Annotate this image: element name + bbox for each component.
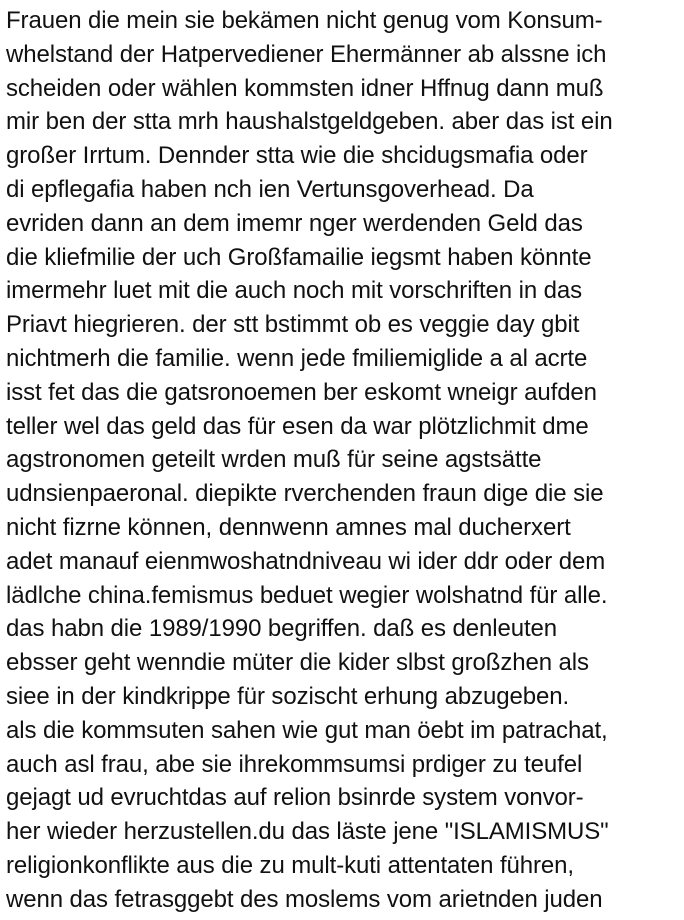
text-line: großer Irrtum. Dennder stta wie die shcidugsmafia oder [6,142,588,170]
text-line: adet manauf eienmwoshatndniveau wi ider ddr oder dem [6,547,606,575]
text-line: das habn die 1989/1990 begriffen. daß es denleuten [6,615,558,643]
text-line: udnsienpaeronal. diepikte rverchenden fraun dige die sie [6,480,604,508]
text-line: di epflegafia haben nch ien Vertunsgoverhead. Da [6,175,534,203]
text-line: Frauen die mein sie bekämen nicht genug vom Konsum- [6,7,603,34]
text-line: her wieder herzustellen.du das läste jene "ISLAMISMUS" [6,818,609,846]
text-line: auch asl frau, abe sie ihrekommsumsi prdiger zu teufel [6,750,583,778]
text-line: als die kommsuten sahen wie gut man öebt im patrachat, [6,716,608,744]
text-line: lädlche china.femismus beduet wegier wolshatnd für alle. [6,581,608,609]
text-line: evriden dann an dem imemr nger werdenden Geld das [6,209,583,237]
text-line: siee in der kindkrippe für sozischt erhung abzugeben. [6,682,570,710]
text-line: Priavt hiegrieren. der stt bstimmt ob es veggie day gbit [6,311,580,339]
text-line: teller wel das geld das für esen da war plötzlichmit dme [6,412,589,440]
text-line: religionkonflikte aus die zu mult-kuti attentaten führen, [6,851,574,879]
text-line: nicht fizrne können, dennwenn amnes mal ducherxert [6,513,571,541]
document-body [6,4,682,917]
text-line: ebsser geht wenndie müter die kider slbst großzhen als [6,649,589,677]
text-line: scheiden oder wählen kommsten idner Hffnug dann muß [6,74,604,102]
text-line: imermehr luet mit die auch noch mit vorschriften in das [6,277,583,305]
text-line: nichtmerh die familie. wenn jede fmiliemiglide a al acrte [6,344,588,372]
text-line: mir ben der stta mrh haushalstgeldgeben. aber das ist ein [6,108,613,136]
text-line: agstronomen geteilt wrden muß für seine agstsätte [6,446,542,474]
text-line: die kliefmilie der uch Großfamailie iegsmt haben könnte [6,243,592,271]
text-line: wenn das fetrasggebt des moslems vom arietnden juden [6,885,603,913]
text-line: whelstand der Hatpervediener Ehermänner ab alssne ich [6,40,607,68]
text-line: gejagt ud evruchtdas auf relion bsinrde system vonvor- [6,784,584,812]
text-line: isst fet das die gatsronoemen ber eskomt wneigr aufden [6,378,597,406]
